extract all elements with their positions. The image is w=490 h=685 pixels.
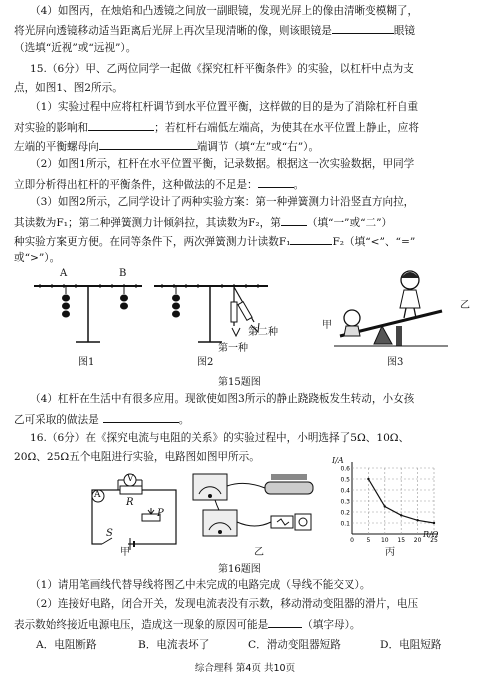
x-tick-label: 0 — [350, 537, 354, 544]
graph-xlabel: R/Ω — [423, 530, 439, 539]
figure-1-lever — [28, 270, 148, 350]
circuit-diagram-jia — [84, 470, 184, 550]
q15-line2: 点，如图1、图2所示。 — [14, 82, 123, 94]
resistor-label: R — [126, 497, 134, 508]
q16-line1: 16.（6分）在《探究电流与电阻的关系》的实验过程中，小明选择了5Ω、10Ω、 — [30, 432, 410, 444]
q16-2-blank[interactable] — [268, 616, 302, 628]
slider-label: P — [157, 508, 164, 519]
q15-line10 — [14, 233, 490, 249]
q15-line10-a: 种实验方案更方便。在同等条件下，两次弹簧测力计读数F₁ — [14, 236, 291, 248]
option-c[interactable]: C．滑动变阻器短路 — [248, 639, 341, 651]
q15-line5 — [14, 138, 490, 154]
fig1-caption: 图1 — [78, 357, 95, 368]
q15-line9-b: （填“一”或“二”） — [306, 217, 393, 229]
q14-4-answer-blank[interactable] — [332, 22, 394, 34]
option-d[interactable]: D．电阻短路 — [380, 639, 442, 651]
graph-name: 丙 — [385, 547, 395, 558]
q15-line4 — [14, 119, 490, 135]
q16-line3: （1）请用笔画线代替导线将图乙中未完成的电路完成（导线不能交叉）。 — [30, 579, 371, 591]
label-second-method: 第二种 — [248, 327, 278, 338]
q15-line10-b: F₂（填“<”、“=” — [332, 236, 416, 248]
label-yi-girl: 乙 — [460, 300, 470, 311]
data-point — [433, 522, 435, 524]
q15-4-blank[interactable] — [103, 411, 179, 423]
q15-line1: 15.（6分）甲、乙两位同学一起做《探究杠杆平衡条件》的实验，以杠杆中点为支 — [30, 63, 414, 75]
apparatus-yi-label: 乙 — [254, 547, 264, 558]
x-tick-label: 25 — [430, 537, 438, 544]
option-a[interactable]: A．电阻断路 — [36, 639, 97, 651]
x-tick-label: 10 — [380, 537, 389, 544]
q15-line4-a: 对实验的影响和 — [14, 122, 89, 134]
q15-2-blank[interactable] — [258, 176, 294, 188]
label-first-method: 第一种 — [218, 343, 248, 354]
y-tick-label: 0.2 — [340, 509, 350, 517]
label-b: B — [119, 268, 127, 279]
figure-2-lever — [150, 270, 280, 355]
switch-label: S — [106, 528, 113, 539]
page-footer: 综合理科 第4页 共10页 — [194, 663, 296, 674]
q15-line13-b: 。 — [178, 414, 190, 426]
y-tick-label: 0.4 — [340, 487, 350, 495]
data-point — [400, 514, 402, 516]
data-point — [384, 505, 386, 507]
x-tick-label: 15 — [397, 537, 406, 544]
q14-4-line1: （4）如图丙，在烛焰和凸透镜之间放一副眼镜，发现光屏上的像由清晰变模糊了， — [30, 5, 419, 17]
q16-line5 — [14, 616, 490, 632]
q15-1-blank-a[interactable] — [88, 119, 154, 131]
ammeter-label: A — [94, 490, 101, 500]
q14-4-line3: （选填“近视”或“远视”）。 — [14, 42, 137, 54]
fig3-caption: 图3 — [387, 357, 404, 368]
figure-3-seesaw — [330, 266, 450, 351]
q15-3-blank-b[interactable] — [290, 233, 332, 245]
y-tick-label: 0.5 — [340, 476, 350, 484]
y-tick-label: 0.1 — [340, 520, 350, 528]
q15-line6: （2）如图1所示，杠杆在水平位置平衡，记录数据。根据这一次实验数据，甲同学 — [30, 158, 415, 170]
q15-line9-a: 其读数为F₁；第二种弹簧测力计倾斜拉，其读数为F₂，第 — [14, 217, 281, 229]
q16-figure-caption: 第16题图 — [218, 564, 261, 575]
q16-line2: 20Ω、25Ω五个电阻进行实验，电路图如图甲所示。 — [14, 451, 260, 463]
label-jia-boy: 甲 — [322, 320, 332, 331]
q15-line11: 或“>”）。 — [14, 252, 61, 264]
q15-line3: （1）实验过程中应将杠杆调节到水平位置平衡，这样做的目的是为了消除杠杆自重 — [30, 101, 419, 113]
label-a: A — [60, 268, 68, 279]
q16-line4: （2）连接好电路，闭合开关，发现电流表没有示数，移动滑动变阻器的滑片，电压 — [30, 598, 419, 610]
q15-line9 — [14, 214, 490, 230]
q15-line12: （4）杠杆在生活中有很多应用。现欲使如图3所示的静止跷跷板发生转动，小女孩 — [30, 393, 415, 405]
q15-figure-caption: 第15题图 — [218, 377, 261, 388]
q16-line5-b: （填字母）。 — [302, 619, 361, 631]
apparatus-photo-yi — [185, 470, 320, 550]
q16-line5-a: 表示数始终接近电源电压，造成这一现象的原因可能是 — [14, 619, 269, 631]
q15-line5-a: 左端的平衡螺母向 — [14, 141, 99, 153]
q15-1-blank-b[interactable] — [99, 138, 197, 150]
option-b[interactable]: B．电流表坏了 — [138, 639, 210, 651]
q15-line7 — [14, 176, 490, 192]
voltmeter-label: V — [127, 474, 134, 484]
q15-3-blank-a[interactable] — [281, 214, 307, 226]
q15-line13 — [14, 411, 490, 427]
y-tick-label: 0.3 — [340, 498, 350, 506]
q14-4-text-b: 眼镜 — [393, 25, 415, 37]
q15-line7-b: 。 — [293, 179, 305, 191]
q15-line7-a: 立即分析得出杠杆的平衡条件，这种做法的不足是： — [14, 179, 258, 191]
circuit-jia-label: 甲 — [120, 547, 130, 558]
q14-4-text-a: 将光屏向透镜移动适当距离后光屏上再次呈现清晰的像，则该眼镜是 — [14, 25, 332, 37]
y-tick-label: 0.6 — [340, 465, 350, 473]
data-point — [367, 478, 369, 480]
q14-4-line2 — [14, 22, 490, 38]
q15-line8: （3）如图2所示，乙同学设计了两种实验方案：第一种弹簧测力计沿竖直方向拉， — [30, 196, 415, 208]
x-tick-label: 5 — [366, 537, 371, 544]
graph-ylabel: I/A — [332, 456, 344, 465]
q15-line13-a: 乙可采取的做法是 — [14, 414, 99, 426]
x-tick-label: 20 — [413, 537, 422, 544]
fig2-caption: 图2 — [197, 357, 214, 368]
data-point — [416, 519, 418, 521]
q15-line4-b: ；若杠杆右端低左端高，为使其在水平位置上静止，应将 — [154, 122, 419, 134]
q15-line5-b: 端调节（填“左”或“右”）。 — [196, 141, 320, 153]
